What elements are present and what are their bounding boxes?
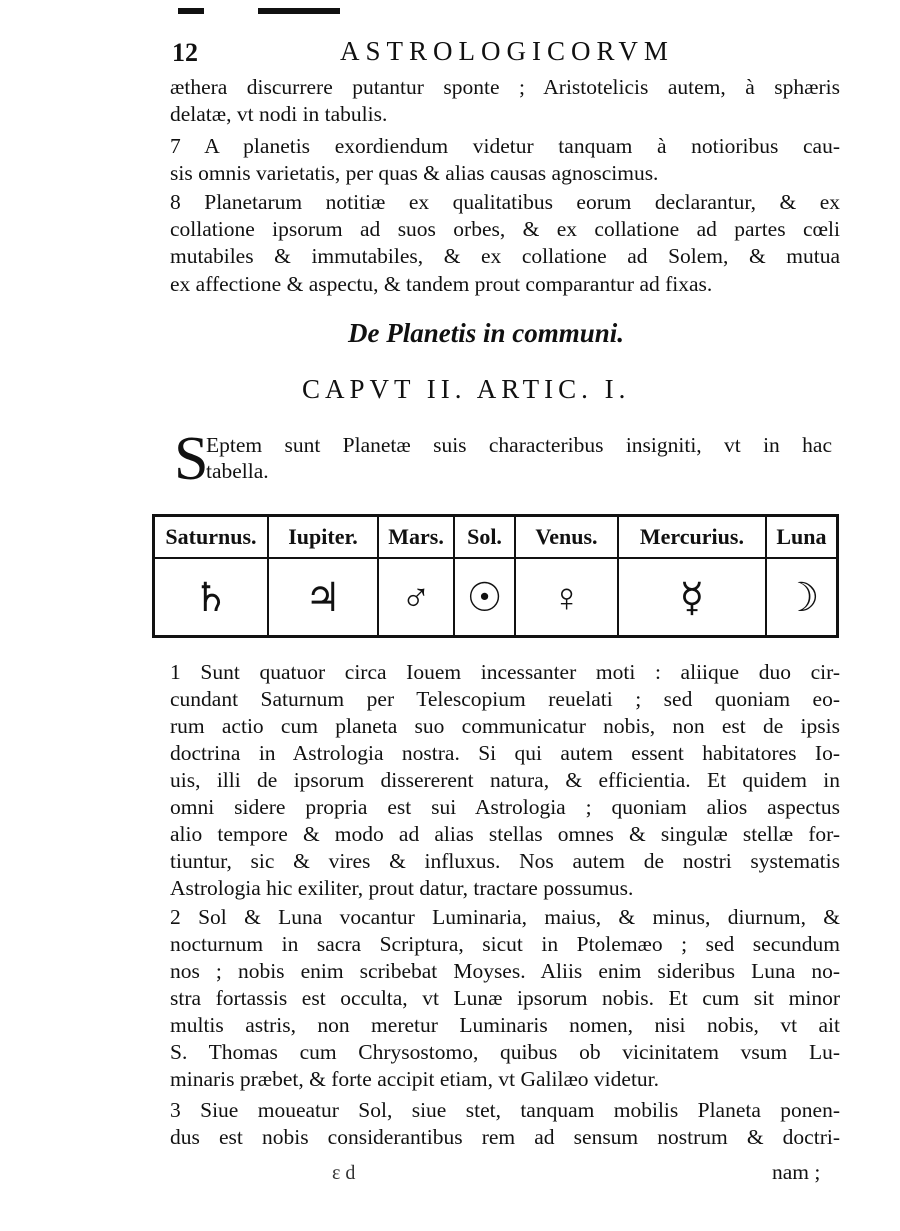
running-head: ASTROLOGICORVM — [340, 36, 674, 66]
text-line: 7 A planetis exordiendum videtur tanquam à notioribus cau- — [170, 134, 840, 158]
text-line: tiuntur, sic & vires & influxus. Nos autem de nostri systematis — [170, 849, 840, 873]
text-line: uis, illi de ipsorum dissererent natura, & efficientia. Et quidem in — [170, 768, 840, 792]
text-line: Astrologia hic exiliter, prout datur, tractare possumus. — [170, 876, 634, 900]
intro-line: Eptem sunt Planetæ suis characteribus insigniti, vt in hac — [206, 433, 832, 457]
planet-name-luna: Luna — [766, 516, 838, 559]
planet-name-mars: Mars. — [378, 516, 454, 559]
text-line: alio tempore & modo ad alias stellas omnes & singulæ stellæ for- — [170, 822, 840, 846]
text-line: nocturnum in sacra Scriptura, sicut in Ptolemæo ; sed secundum — [170, 932, 840, 956]
planet-symbols-row — [154, 558, 838, 637]
text-line: nos ; nobis enim scribebat Moyses. Aliis enim sideribus Luna no- — [170, 959, 840, 983]
text-line: omni sidere propria est sui Astrologia ; quoniam alios aspectus — [170, 795, 840, 819]
text-line: collatione ipsorum ad suos orbes, & ex collatione ad partes cœli — [170, 217, 840, 241]
text-line: doctrina in Astrologia nostra. Si qui autem essent habitatores Io- — [170, 741, 840, 765]
text-line: 1 Sunt quatuor circa Iouem incessanter moti : aliique duo cir- — [170, 660, 840, 684]
text-line: rum actio cum planeta suo communicatur nobis, non est de ipsis — [170, 714, 840, 738]
text-line: ex affectione & aspectu, & tandem prout comparantur ad fixas. — [170, 272, 713, 296]
header-rule-right — [258, 8, 340, 14]
jupiter-symbol-icon: ♃ — [268, 558, 378, 637]
text-line: minaris præbet, & forte accipit etiam, vt Galilæo videtur. — [170, 1067, 660, 1091]
planet-name-saturn: Saturnus. — [154, 516, 268, 559]
planet-name-jupiter: Iupiter. — [268, 516, 378, 559]
moon-symbol-icon: ☽ — [766, 558, 838, 637]
page-number: 12 — [172, 38, 198, 67]
text-line: dus est nobis considerantibus rem ad sensum nostrum & doctri- — [170, 1125, 840, 1149]
planet-name-sol: Sol. — [454, 516, 515, 559]
mars-symbol-icon: ♂ — [378, 558, 454, 637]
text-line: 8 Planetarum notitiæ ex qualitatibus eorum declarantur, & ex — [170, 190, 840, 214]
text-line: S. Thomas cum Chrysostomo, quibus ob vicinitatem vsum Lu- — [170, 1040, 840, 1064]
chapter-heading: CAPVT II. ARTIC. I. — [302, 374, 631, 404]
intro-line: tabella. — [206, 459, 269, 483]
text-line: stra fortassis est occulta, vt Lunæ ipsorum nobis. Et cum sit minor — [170, 986, 840, 1010]
text-line: mutabiles & immutabiles, & ex collatione ad Solem, & mutua — [170, 244, 840, 268]
text-line: 2 Sol & Luna vocantur Luminaria, maius, & minus, diurnum, & — [170, 905, 840, 929]
planet-names-row — [154, 516, 838, 559]
mercury-symbol-icon: ☿ — [618, 558, 766, 637]
text-line: cundant Saturnum per Telescopium reuelati ; sed quoniam eo- — [170, 687, 840, 711]
text-line: 3 Siue moueatur Sol, siue stet, tanquam mobilis Planeta ponen- — [170, 1098, 840, 1122]
section-title: De Planetis in communi. — [348, 318, 625, 348]
sun-symbol-icon: ☉ — [454, 558, 515, 637]
catchword: nam ; — [772, 1160, 821, 1184]
text-line: æthera discurrere putantur sponte ; Aristotelicis autem, à sphæris — [170, 75, 840, 99]
venus-symbol-icon: ♀ — [515, 558, 618, 637]
signature-mark: ε d — [332, 1162, 356, 1184]
drop-cap: S — [174, 425, 209, 493]
planet-table — [152, 514, 839, 638]
planet-name-venus: Venus. — [515, 516, 618, 559]
text-line: multis astris, non meretur Luminaris nomen, nisi nobis, vt ait — [170, 1013, 840, 1037]
saturn-symbol-icon: ♄ — [154, 558, 268, 637]
planet-name-mercury: Mercurius. — [618, 516, 766, 559]
header-rule-left — [178, 8, 204, 14]
text-line: delatæ, vt nodi in tabulis. — [170, 102, 388, 126]
text-line: sis omnis varietatis, per quas & alias causas agnoscimus. — [170, 161, 659, 185]
